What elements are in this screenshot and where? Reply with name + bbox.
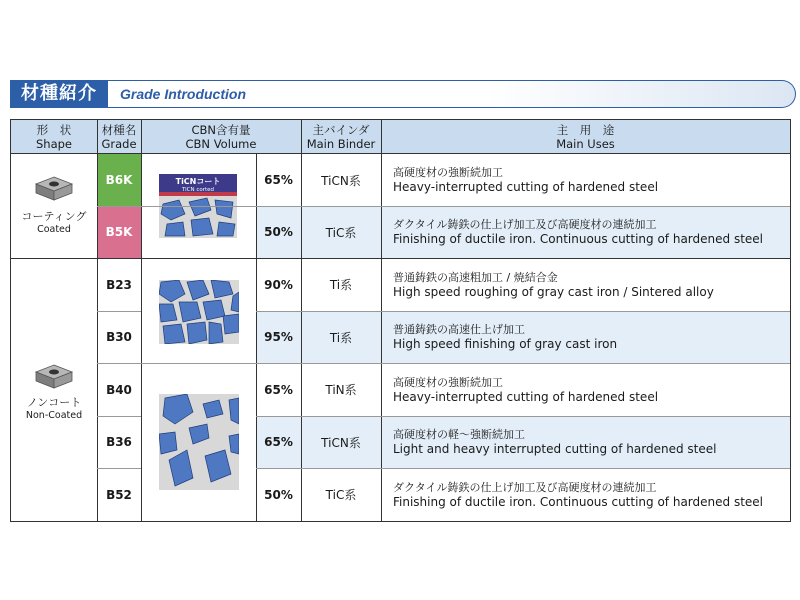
cbn-pct: 65%	[264, 382, 293, 397]
binder-cell: TiN系	[325, 383, 357, 397]
cbn-structure-low	[159, 394, 239, 490]
uses-cell: ダクタイル鋳鉄の仕上げ加工及び高硬度材の連続加工 Finishing of ductile iron. Continuous cutting of hardened steel	[393, 480, 763, 509]
grade-cell-b5k: B5K	[97, 206, 141, 258]
row-divider	[97, 206, 790, 207]
cbn-structure-high	[159, 280, 239, 344]
banner-title-jp: 材種紹介	[10, 80, 108, 108]
col-divider	[256, 154, 257, 521]
binder-cell: TiCN系	[321, 435, 361, 450]
binder-cell: TiC系	[325, 488, 357, 502]
col-divider	[141, 120, 142, 521]
banner-title-en: Grade Introduction	[120, 86, 246, 102]
section-banner	[10, 80, 796, 108]
col-divider	[381, 120, 382, 521]
header-binder: 主バインダ Main Binder	[301, 120, 381, 154]
grade-cell-b36: B36	[106, 435, 132, 449]
row-divider	[256, 311, 790, 312]
cbn-pct: 65%	[264, 435, 293, 449]
noncoated-label: ノンコート Non-Coated	[25, 396, 83, 421]
header-cbn: CBN含有量 CBN Volume	[141, 120, 301, 154]
uses-cell: 高硬度材の強断続加工 Heavy-interrupted cutting of hardened steel	[393, 166, 659, 194]
binder-cell: TiC系	[325, 225, 357, 240]
noncoated-insert-icon	[34, 364, 74, 390]
binder-cell: TiCN系	[321, 173, 361, 188]
header-shape: 形 状 Shape	[11, 120, 97, 154]
cbn-pct: 90%	[264, 277, 293, 292]
uses-cell: 高硬度材の軽～強断続加工 Light and heavy interrupted cutting of hardened steel	[393, 428, 717, 456]
grade-cell-b30: B30	[106, 330, 132, 344]
grade-cell-b52: B52	[106, 487, 132, 502]
grade-cell-b40: B40	[106, 382, 132, 397]
svg-text:TiCN corted: TiCN corted	[181, 187, 215, 193]
header-grade: 材種名 Grade	[97, 120, 141, 154]
row-divider	[97, 416, 141, 417]
coated-label: コーティング Coated	[21, 210, 87, 235]
coated-insert-icon	[34, 176, 74, 202]
row-divider	[97, 363, 790, 364]
row-divider	[256, 468, 790, 469]
uses-cell: 普通鋳鉄の高速粗加工 / 焼結合金 High speed roughing of gray cast iron / Sintered alloy	[393, 270, 714, 299]
group-divider	[11, 258, 790, 259]
cbn-pct: 95%	[264, 330, 293, 344]
binder-cell: Ti系	[329, 278, 353, 292]
binder-cell: Ti系	[329, 330, 353, 345]
cbn-pct: 65%	[264, 173, 293, 187]
cbn-pct: 50%	[264, 225, 293, 239]
grade-cell-b6k: B6K	[97, 154, 141, 206]
uses-cell: ダクタイル鋳鉄の仕上げ加工及び高硬度材の連続加工 Finishing of ductile iron. Continuous cutting of hardened steel	[393, 218, 763, 246]
uses-cell: 高硬度材の強断続加工 Heavy-interrupted cutting of hardened steel	[393, 375, 659, 404]
banner-subtitle-box	[108, 80, 796, 108]
col-divider	[301, 120, 302, 521]
cbn-pct: 50%	[264, 487, 293, 502]
svg-text:TiCNコート: TiCNコート	[175, 177, 221, 186]
header-uses: 主 用 途 Main Uses	[381, 120, 790, 154]
row-divider	[256, 416, 790, 417]
row-divider	[97, 311, 141, 312]
grade-cell-b23: B23	[106, 277, 132, 292]
row-divider	[97, 468, 141, 469]
uses-cell: 普通鋳鉄の高速仕上げ加工 High speed finishing of gray cast iron	[393, 323, 618, 351]
grade-table	[10, 119, 791, 522]
col-divider	[97, 120, 98, 521]
